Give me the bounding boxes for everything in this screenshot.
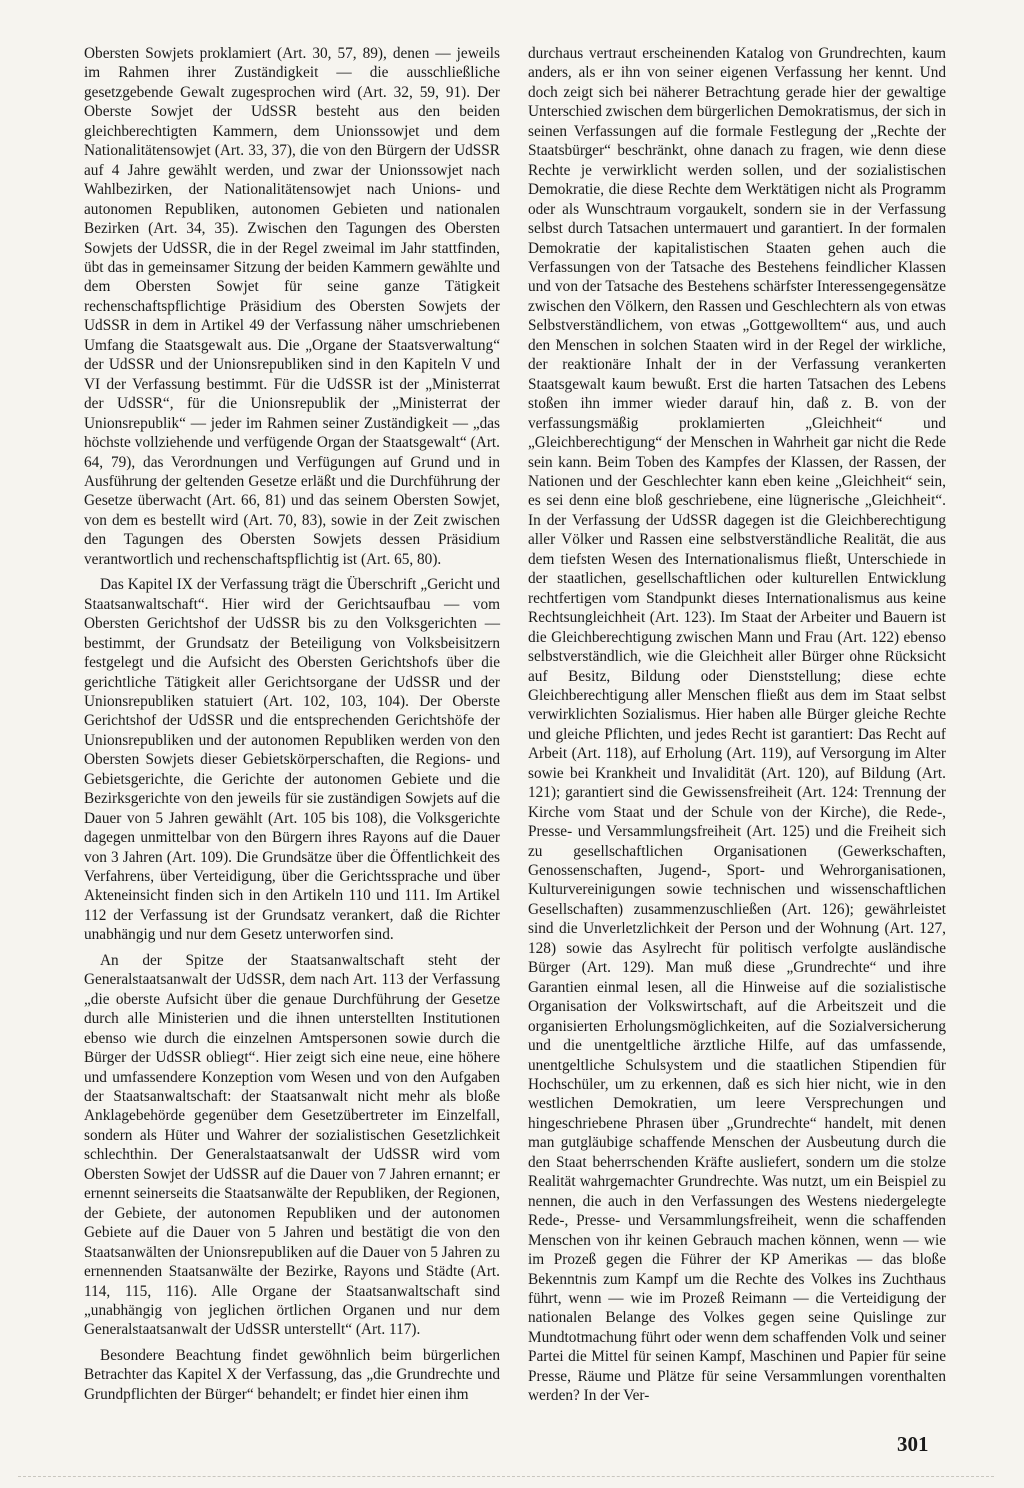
bottom-divider xyxy=(18,1476,994,1477)
right-column xyxy=(528,44,946,1412)
paragraph: Besondere Beachtung findet gewöhnlich beim bürgerlichen Betrachter das Kapitel X der Verfassung, das „die Grundrechte und Grundpflichten der Bürger“ behandelt; er findet hier einen ihm xyxy=(84,1346,500,1403)
paragraph: Obersten Sowjets proklamiert (Art. 30, 57, 89), denen — jeweils im Rahmen ihrer Zuständigkeit — die ausschließliche gesetzgebende Gewalt zugesprochen wird (Art. 32, 59, 91). Der Oberste Sowjet der UdSSR besteht aus den beiden gleichberechtigten Kammern, dem Unionssowjet und dem Nationalitätensowjet (Art. 33, 37), die von den Bürgern der UdSSR auf 4 Jahre gewählt werden, und zwar der Unionssowjet nach Wahlbezirken, der Nationalitätensowjet nach Unions- und autonomen Republiken, autonomen Gebieten und nationalen Bezirken (Art. 34, 35). Zwischen den Tagungen des Obersten Sowjets der UdSSR, die in der Regel zweimal im Jahr stattfinden, übt das in gemeinsamer Sitzung der beiden Kammern gewählte und dem Obersten Sowjet für seine ganze Tätigkeit rechenschaftspflichtige Präsidium des Obersten Sowjets der UdSSR in dem in Artikel 49 der Verfassung näher umschriebenen Umfang die Staatsgewalt aus. Die „Organe der Staatsverwaltung“ der UdSSR und der Unionsrepubliken sind in den Kapiteln V und VI der Verfassung bestimmt. Für die UdSSR ist der „Ministerrat der UdSSR“, für die Unionsrepublik der „Ministerrat der Unionsrepublik“ — jeder im Rahmen seiner Zuständigkeit — „das höchste vollziehende und verfügende Organ der Staatsgewalt“ (Art. 64, 79), das Verordnungen und Verfügungen auf Grund und in Ausführung der geltenden Gesetze erläßt und die Durchführung der Gesetze überwacht (Art. 66, 81) und das seinem Obersten Sowjet, von dem es bestellt wird (Art. 70, 83), sowie in der Zeit zwischen den Tagungen des Obersten Sowjets dessen Präsidium verantwortlich und rechenschaftspflichtig ist (Art. 65, 80). xyxy=(84,45,500,568)
page-number: 301 xyxy=(897,1432,929,1456)
paragraph: Das Kapitel IX der Verfassung trägt die Überschrift „Gericht und Staatsanwaltschaft“. Hier wird der Gerichtsaufbau — vom Obersten Gerichtshof der UdSSR bis zu den Volksgerichten — bestimmt, der Grundsatz der Beteiligung von Volksbeisitzern festgelegt und die Aufsicht des Obersten Gerichtshofs über die gerichtliche Tätigkeit aller Gerichtsorgane der UdSSR und der Unionsrepubliken statuiert (Art. 102, 103, 104). Der Oberste Gerichtshof der UdSSR und die entsprechenden Gerichtshöfe der Unionsrepubliken und der autonomen Republiken werden von den Obersten Sowjets dieser Gebietskörperschaften, die Regions- und Gebietsgerichte, die Gerichte der autonomen Gebiete und die Bezirksgerichte von den jeweils für sie zuständigen Sowjets auf die Dauer von 5 Jahren gewählt (Art. 105 bis 108), die Volksgerichte dagegen unmittelbar von den Bürgern ihres Rayons auf die Dauer von 3 Jahren (Art. 109). Die Grundsätze über die Öffentlichkeit des Verfahrens, über Verteidigung, über die Gerichtssprache und über Akteneinsicht finden sich in den Artikeln 110 und 111. Im Artikel 112 der Verfassung ist der Grundsatz verankert, daß die Richter unabhängig und nur dem Gesetz unterworfen sind. xyxy=(84,576,500,944)
left-column xyxy=(84,44,500,1410)
paragraph: An der Spitze der Staatsanwaltschaft steht der Generalstaatsanwalt der UdSSR, dem nach Art. 113 der Verfassung „die oberste Aufsicht über die genaue Durchführung der Gesetze durch alle Ministerien und die ihnen unterstellten Institutionen ebenso wie durch die einzelnen Amtspersonen sowie durch die Bürger der UdSSR obliegt“. Hier zeigt sich eine neue, eine höhere und umfassendere Konzeption vom Wesen und von den Aufgaben der Staatsanwaltschaft: der Staatsanwalt nicht mehr als bloße Anklagebehörde gegenüber dem Gesetzübertreter im Einzelfall, sondern als Hüter und Wahrer der sozialistischen Gesetzlichkeit schlechthin. Der Generalstaatsanwalt der UdSSR wird vom Obersten Sowjet der UdSSR auf die Dauer von 7 Jahren ernannt; er ernennt seinerseits die Staatsanwälte der Republiken, der Regionen, der Gebiete, der autonomen Republiken und der autonomen Gebiete auf die Dauer von 5 Jahren und bestätigt die von den Staatsanwälten der Unionsrepubliken auf die Dauer von 5 Jahren zu ernennenden Staatsanwälte der Bezirke, Rayons und Städte (Art. 114, 115, 116). Alle Organe der Staatsanwaltschaft sind „unabhängig von jeglichen örtlichen Organen und nur dem Generalstaatsanwalt der UdSSR unterstellt“ (Art. 117). xyxy=(84,951,500,1339)
paragraph: durchaus vertraut erscheinenden Katalog von Grundrechten, kaum anders, als er ihn von seiner eigenen Verfassung her kennt. Und doch zeigt sich bei näherer Betrachtung gerade hier der gewaltige Unterschied zwischen dem bürgerlichen Demokratismus, der sich in seinen Verfassungen auf die formale Festlegung der „Rechte der Staatsbürger“ beschränkt, ohne danach zu fragen, wie denn diese Rechte je verwirklicht werden sollen, und der sozialistischen Demokratie, die diese Rechte dem Werktätigen nicht als Programm oder als Wunschtraum vorgaukelt, sondern sie in der Verfassung selbst durch Tatsachen untermauert und garantiert. In der formalen Demokratie der kapitalistischen Staaten gehen auch die Verfassungen von der Tatsache des Bestehens feindlicher Klassen und von der Tatsache des Bestehens schärfster Interessengegensätze zwischen den Völkern, den Rassen und Geschlechtern als von etwas Selbstverständlichem, von etwas „Gottgewolltem“ aus, und auch den Menschen in solchen Staaten wird in der Regel der wirkliche, der reaktionäre Inhalt der in der Verfassung verankerten Staatsgewalt kaum bewußt. Erst die harten Tatsachen des Lebens stoßen ihn immer wieder darauf hin, daß z. B. von der verfassungsmäßig proklamierten „Gleichheit“ und „Gleichberechtigung“ der Menschen in Wahrheit gar nicht die Rede sein kann. Beim Toben des Kampfes der Klassen, der Rassen, der Nationen und der Geschlechter kann eben keine „Gleichheit“ sein, es sei denn eine bloß geschriebene, eine lügnerische „Gleichheit“. In der Verfassung der UdSSR dagegen ist die Gleichberechtigung aller Völker und Rassen eine selbstverständliche Realität, die aus dem tiefsten Wesen des Internationalismus fließt, Unterschiede in der staatlichen, gesellschaftlichen oder kulturellen Entwicklung rechtfertigen vom Standpunkt dieses Internationalismus aus keine Rechtsungleichheit (Art. 123). Im Staat der Arbeiter und Bauern ist die Gleichberechtigung zwischen Mann und Frau (Art. 122) ebenso selbstverständlich, wie die Gleichheit aller Bürger ohne Rücksicht auf Besitz, Bildung oder Dienststellung; diese echte Gleichberechtigung aller Menschen fließt aus dem im Staat selbst verwirklichten Sozialismus. Hier haben alle Bürger gleiche Rechte und gleiche Pflichten, und jedes Recht ist garantiert: Das Recht auf Arbeit (Art. 118), auf Erholung (Art. 119), auf Versorgung im Alter sowie bei Krankheit und Invalidität (Art. 120), auf Bildung (Art. 121); garantiert sind die Gewissensfreiheit (Art. 124: Trennung der Kirche vom Staat und der Schule von der Kirche), die Rede-, Presse- und Versammlungsfreiheit (Art. 125) und die Freiheit sich zu gesellschaftlichen Organisationen (Gewerkschaften, Genossenschaften, Jugend-, Sport- und Wehrorganisationen, Kulturvereinigungen sowie technischen und wissenschaftlichen Gesellschaften) zusammenzuschließen (Art. 126); gewährleistet sind die Unverletzlichkeit der Person und der Wohnung (Art. 127, 128) sowie das Asylrecht für politisch verfolgte ausländische Bürger (Art. 129). Man muß diese „Grundrechte“ und ihre Garantien einmal lesen, all die Hinweise auf die sozialistische Organisation der Volkswirtschaft, auf die Arbeitszeit und die organisierten Erholungsmöglichkeiten, auf die Sozialversicherung und die unentgeltliche ärztliche Hilfe, auf das umfassende, unentgeltliche Schulsystem und die staatlichen Stipendien für Hochschüler, um zu erkennen, daß es sich hier nicht, wie in den westlichen Demokratien, um leere Versprechungen und hingeschriebene Phrasen über „Grundrechte“ handelt, mit denen man gutgläubige schaffende Menschen der Ausbeutung durch die den Staat beherrschenden Kräfte ausliefert, sondern um die stolze Realität wahrgemachter Grundrechte. Was nutzt, um ein Beispiel zu nennen, die auch in den Verfassungen des Westens niedergelegte Rede-, Presse- und Versammlungsfreiheit, wenn die schaffenden Menschen von ihr keinen Gebrauch machen können, wenn — wie im Prozeß gegen die Führer der KP Amerikas — das bloße Bekenntnis zum Kampf um die Rechte des Volkes ins Zuchthaus führt, wenn — wie im Prozeß Reimann — die Verteidigung der nationalen Belange des Volkes gegen seine Quislinge zur Mundtotmachung führt oder wenn dem schaffenden Volk und seiner Partei die Mittel für seinen Kampf, Maschinen und Papier für seine Presse, Räume und Plätze für seine Versammlungen vorenthalten werden? In der Ver- xyxy=(528,45,946,1405)
